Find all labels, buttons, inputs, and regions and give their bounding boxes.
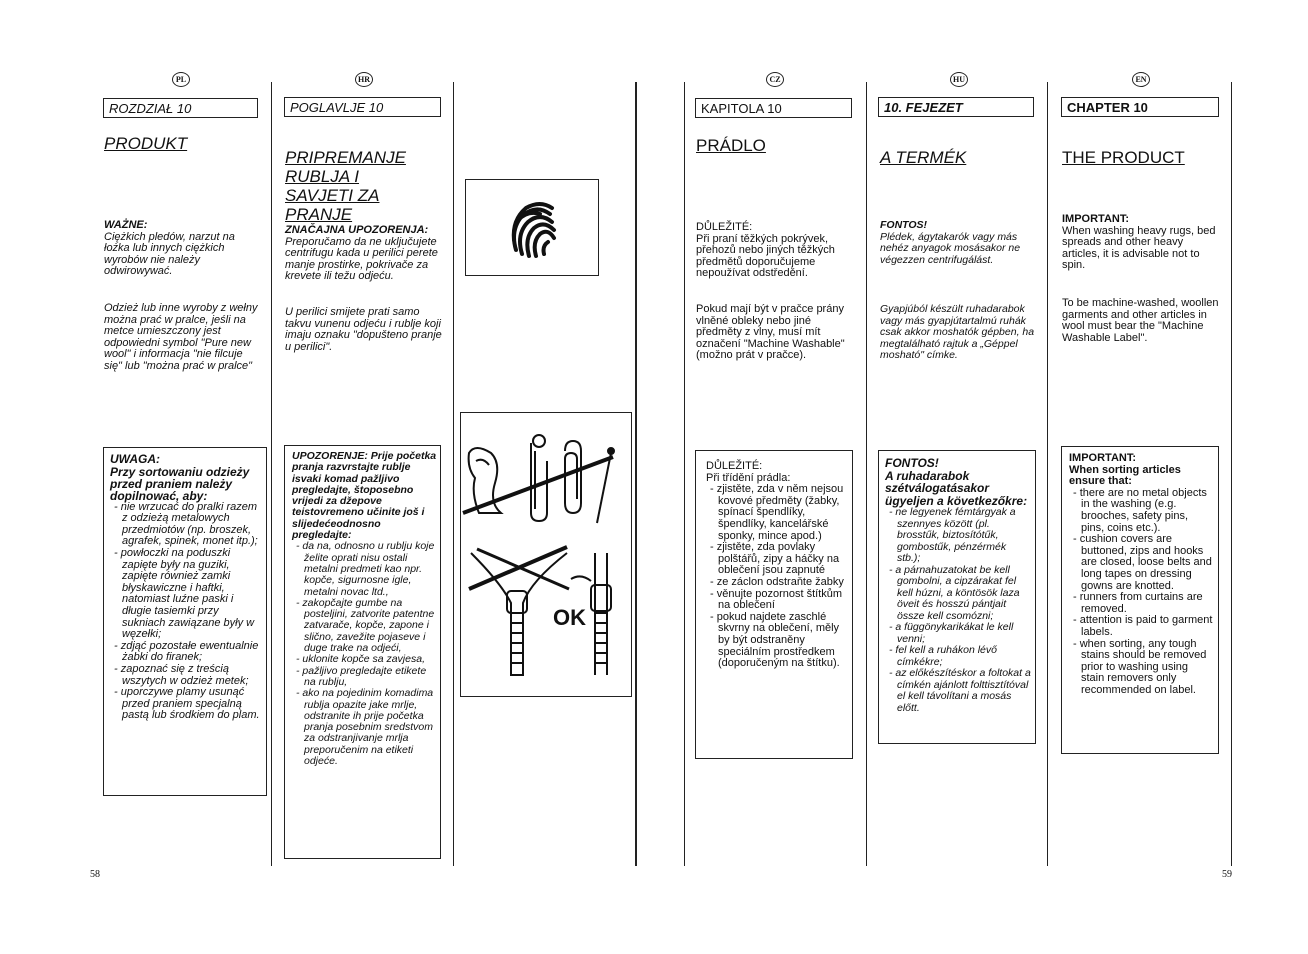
divider-line xyxy=(271,82,272,866)
sorting-box-hu xyxy=(878,450,1036,744)
language-flag-pl: PL xyxy=(172,72,190,87)
sorting-illustration xyxy=(461,413,631,696)
chapter-heading-cz: KAPITOLA 10 xyxy=(695,98,852,118)
list-item: - powłoczki na poduszki zapięte były na guziki, zapięte również zamki błyskawiczne i haftki, natomiast luźne paski i długie tasiemki przy sukniach zawiązane były w węzełki; xyxy=(114,546,255,641)
list-item: - az előkészítéskor a foltokat a címkén ajánlott folttisztítóval el kell távolítani a mosás előtt. xyxy=(889,667,1031,714)
box-heading-en: IMPORTANT: xyxy=(1069,452,1137,464)
sorting-box-cz xyxy=(695,450,853,759)
chapter-heading-hr: POGLAVLJE 10 xyxy=(284,97,441,117)
list-item: - a párnahuzatokat be kell gombolni, a cipzárakat fel kell húzni, a köntösök laza öveit és hosszú pántjait össze kell csomózni; xyxy=(889,563,1020,622)
section-title-cz: PRÁDLO xyxy=(696,136,766,155)
language-flag-hu: HU xyxy=(950,72,968,87)
list-item: - when sorting, any tough stains should be removed prior to washing using stain removers only recommended on label. xyxy=(1073,637,1207,696)
wool-symbol-box xyxy=(465,179,599,276)
chapter-heading-hu: 10. FEJEZET xyxy=(878,97,1034,117)
divider-line xyxy=(453,82,454,866)
box-heading-cz: DŮLEŽITÉ: xyxy=(706,460,763,472)
important-heading-hu: FONTOS! xyxy=(880,219,928,231)
list-item: - ne legyenek fémtárgyak a szennyes között (pl. brosstűk, biztosítótűk, gombostűk, pénzérmék stb.); xyxy=(889,506,1016,564)
box-subheading-cz: Při třídění prádla: xyxy=(706,471,791,484)
list-item: - uporczywe plamy usunąć przed praniem specjalną pastą lub środkiem do plam. xyxy=(114,686,260,722)
sorting-box-hr xyxy=(284,445,441,859)
box-list-hr xyxy=(292,541,437,767)
list-item: - nie wrzucać do pralki razem z odzieżą metalowych przedmiotów (np. broszek, agrafek, spinek, monet itp.); xyxy=(114,500,258,548)
metal-objects-icon xyxy=(469,435,614,523)
wool-note-cz: Pokud mají být v pračce prány vlněné obleky nebo jiné předměty z vlny, musí mít označení "Machine Washable" (možno prát v pračce). xyxy=(696,303,845,362)
box-heading-hu: FONTOS! xyxy=(885,456,939,470)
section-title-en: THE PRODUCT xyxy=(1062,148,1185,167)
list-item: - zjistěte, zda v něm nejsou kovové předměty (žabky, spínací špendlíky, špendlíky, kancelářské sponky, mince apod.) xyxy=(710,483,844,542)
list-item: - zjistěte, zda povlaky polštářů, zipy a háčky na oblečení jsou zapnuté xyxy=(710,541,840,577)
box-heading-hr: UPOZORENJE: Prije početka pranja razvrstajte rublje isvaki komad pažljivo pregledajte, štoposebno vrijedi za džepove teistovremeno učinite još i slijedećeodnosno pregledajte: xyxy=(292,450,437,542)
list-item: - a függönykarikákat le kell venni; xyxy=(889,621,1014,645)
wool-note-hr: U perilici smijete prati samo takvu vunenu odjeću i rublje koji imaju oznaku "dopušteno pranje u perilici". xyxy=(285,306,442,353)
page-number-right: 59 xyxy=(1222,869,1232,880)
important-note-hr xyxy=(285,225,445,283)
divider-line xyxy=(1231,82,1232,866)
divider-line xyxy=(866,82,867,866)
list-item: - zdjąć pozostałe ewentualnie żabki do firanek; xyxy=(114,639,259,664)
sorting-box-en xyxy=(1061,446,1219,754)
title-line: SAVJETI ZA PRANJE xyxy=(285,186,380,224)
cross-out-line xyxy=(477,549,569,589)
important-note-hu xyxy=(880,220,1040,266)
box-heading-pl: UWAGA: xyxy=(110,452,160,466)
list-item: - runners from curtains are removed. xyxy=(1073,591,1203,615)
wool-ball-icon xyxy=(466,180,598,275)
section-title-hu: A TERMÉK xyxy=(880,148,967,167)
cross-out-line xyxy=(463,457,613,513)
list-item: - uklonite kopče sa zavjesa, xyxy=(296,653,425,666)
important-heading-hr: ZNAČAJNA UPOZORENJA: xyxy=(285,224,429,236)
box-list-en xyxy=(1069,488,1214,697)
language-flag-en: EN xyxy=(1132,72,1150,87)
list-item: - there are no metal objects in the washing (e.g. brooches, safety pins, pins, coins etc.). xyxy=(1073,486,1207,534)
list-item: - zakopčajte gumbe na posteljini, zatvorite patentne zatvarače, kopče, zapone i slično, zavežite pojaseve i duge trake na odjeći, xyxy=(296,596,435,655)
important-body-pl: Ciężkich pledów, narzut na łożka lub innych ciężkich wyrobów nie należy odwirowywać. xyxy=(104,230,235,278)
important-heading-cz: DŮLEŽITÉ: xyxy=(696,221,753,233)
important-body-en: When washing heavy rugs, bed spreads and other heavy articles, it is advisable not to spin. xyxy=(1062,224,1216,272)
box-subheading-pl: Przy sortowaniu odzieży przed praniem należy dopilnować, aby: xyxy=(110,464,250,503)
title-line: RUBLJA I xyxy=(285,167,360,186)
list-item: - pokud najdete zaschlé skvrny na oblečení, měly by být odstraněny speciálním prostředkem (doporučeným na štítku). xyxy=(710,610,840,670)
box-list-pl xyxy=(110,502,260,722)
list-item: - zapoznać się z treścią wszytych w odzież metek; xyxy=(114,662,249,687)
list-item: - fel kell a ruhákon lévő címkékre; xyxy=(889,644,997,668)
sorting-box-pl xyxy=(103,447,267,796)
important-body-cz: Při praní těžkých pokrývek, přehozů nebo jiných těžkých předmětů doporučujeme nepoužívat odstředění. xyxy=(696,232,835,280)
wool-note-hu: Gyapjúból készült ruhadarabok vagy más gyapjútartalmú ruhák csak akkor moshatók gépben, ha megtalálható rajtuk a „Géppel mosható" címke. xyxy=(880,303,1035,362)
box-subheading-en: When sorting articles ensure that: xyxy=(1069,463,1181,488)
divider-line xyxy=(1047,82,1048,866)
list-item: - pažljivo pregledajte etikete na rublju, xyxy=(296,664,427,688)
wool-note-en: To be machine-washed, woollen garments and other articles in wool must bear the "Machine Washable Label". xyxy=(1062,297,1219,344)
list-item: - ze záclon odstraňte žabky xyxy=(710,575,844,588)
sorting-illustration-box xyxy=(460,412,632,697)
important-note-en xyxy=(1062,214,1224,272)
important-body-hr: Preporučamo da ne uključujete centrifugu kada u perilici perete manje prostirke, pokrivače za krevete ili težu odjeću. xyxy=(285,235,438,283)
center-fold-line xyxy=(635,82,637,866)
list-item: - věnujte pozornost štítkům na oblečení xyxy=(710,587,843,612)
important-heading-pl: WAŻNE: xyxy=(104,219,148,231)
zipper-icon xyxy=(471,553,611,675)
list-item: - attention is paid to garment labels. xyxy=(1073,614,1213,638)
wool-note-pl: Odzież lub inne wyroby z wełny można prać w pralce, jeśli na metce umieszczony jest odpowiedni symbol "Pure new wool" i informacja "nie filcuje się" lub "można prać w pralce" xyxy=(104,302,258,372)
chapter-heading-en: CHAPTER 10 xyxy=(1061,97,1219,117)
box-list-cz xyxy=(706,484,847,670)
language-flag-hr: HR xyxy=(355,72,373,87)
divider-line xyxy=(684,82,685,866)
language-flag-cz: CZ xyxy=(766,72,784,87)
chapter-heading-pl: ROZDZIAŁ 10 xyxy=(103,98,258,118)
list-item: - da na, odnosno u rublju koje želite oprati nisu ostali metalni predmeti kao npr. kopče, sigurnosne igle, metalni novac ltd., xyxy=(296,540,435,598)
important-body-hu: Plédek, ágytakarók vagy más nehéz anyagok mosásakor ne végezzen centrifugálást. xyxy=(880,230,1021,266)
section-title-pl: PRODUKT xyxy=(104,134,188,153)
list-item: - ako na pojedinim komadima rublja opazite jake mrlje, odstranite ih prije početka pranja posebnim sredstvom za odstranjivanje mrlja preporučenim na etiketi odjeće. xyxy=(296,687,434,768)
important-note-pl xyxy=(104,220,259,278)
page-number-left: 58 xyxy=(90,869,100,880)
section-title-hr xyxy=(285,148,450,224)
box-subheading-hu: A ruhadarabok szétválogatásakor ügyeljen a következőkre: xyxy=(885,468,1028,508)
list-item: - cushion covers are buttoned, zips and hooks are closed, loose belts and long tapes on dressing gowns are knotted. xyxy=(1073,533,1212,592)
important-note-cz xyxy=(696,222,858,280)
box-list-hu xyxy=(885,507,1031,714)
important-heading-en: IMPORTANT: xyxy=(1062,213,1130,225)
ok-label: OK xyxy=(553,605,586,630)
title-line: PRIPREMANJE xyxy=(285,148,406,167)
